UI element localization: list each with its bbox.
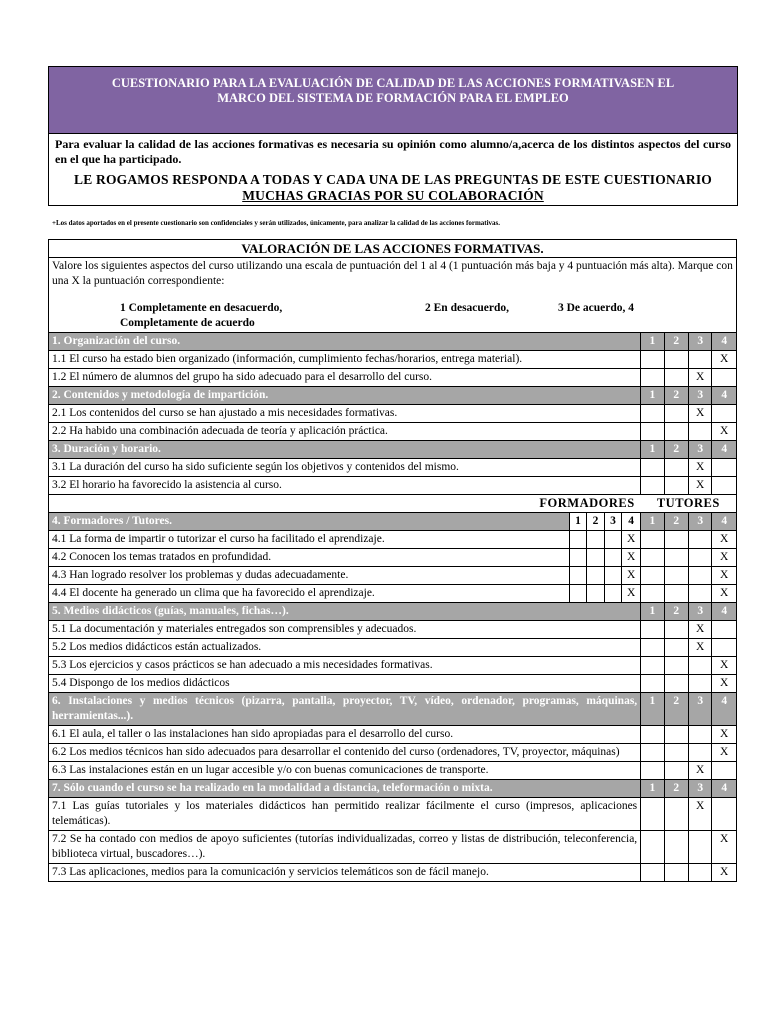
tutores-answer-cell[interactable] — [689, 585, 712, 603]
formadores-label: FORMADORES — [49, 495, 641, 513]
answer-mark[interactable]: X — [689, 762, 712, 780]
question-row — [49, 567, 737, 585]
answer-cell-2[interactable] — [664, 405, 688, 423]
tutores-answer-mark[interactable]: X — [712, 567, 737, 585]
tutores-answer-cell[interactable] — [641, 585, 664, 603]
formadores-answer-mark[interactable]: X — [622, 585, 641, 603]
question-text: 3.1 La duración del curso ha sido suficiente según los objetivos y contenidos del mismo. — [49, 459, 641, 477]
scale-number: 2 — [664, 603, 688, 621]
answer-cell-3[interactable] — [689, 657, 712, 675]
scale-3: 3 De acuerdo, 4 — [558, 302, 635, 314]
tutores-answer-mark[interactable]: X — [712, 585, 737, 603]
section-title: 5. Medios didácticos (guías, manuales, fichas…). — [49, 603, 641, 621]
answer-cell-4[interactable] — [712, 798, 737, 831]
scale-number: 4 — [712, 780, 737, 798]
question-row — [49, 726, 737, 744]
section-header-row — [49, 513, 737, 531]
formadores-answer-mark[interactable]: X — [622, 549, 641, 567]
scale-number: 1 — [641, 693, 664, 726]
answer-mark[interactable]: X — [712, 744, 737, 762]
answer-cell-4[interactable] — [712, 639, 737, 657]
answer-mark[interactable]: X — [689, 459, 712, 477]
answer-cell-2[interactable] — [664, 639, 688, 657]
scale-number: 2 — [664, 441, 688, 459]
answer-cell-2[interactable] — [664, 744, 688, 762]
scale-4: Completamente de acuerdo — [120, 317, 255, 329]
answer-cell-1[interactable] — [641, 675, 664, 693]
question-text: 3.2 El horario ha favorecido la asistencia al curso. — [49, 477, 641, 495]
tutores-answer-cell[interactable] — [664, 531, 688, 549]
answer-cell-1[interactable] — [641, 369, 664, 387]
section-header-row — [49, 333, 737, 351]
answer-cell-1[interactable] — [641, 351, 664, 369]
section-title: 7. Sólo cuando el curso se ha realizado en la modalidad a distancia, teleformación o mixta. — [49, 780, 641, 798]
tutores-scale-number: 3 — [689, 513, 712, 531]
instructions-row — [49, 258, 737, 333]
scale-number: 3 — [689, 387, 712, 405]
answer-cell-4[interactable] — [712, 621, 737, 639]
answer-mark[interactable]: X — [712, 657, 737, 675]
formadores-answer-cell[interactable] — [569, 567, 586, 585]
scale-number: 4 — [712, 441, 737, 459]
question-row — [49, 798, 737, 831]
scale-2: 2 En desacuerdo, — [425, 302, 510, 314]
scale-number: 1 — [641, 780, 664, 798]
formadores-scale-number: 3 — [605, 513, 622, 531]
answer-mark[interactable]: X — [712, 864, 737, 882]
scale-number: 3 — [689, 603, 712, 621]
answer-cell-2[interactable] — [664, 369, 688, 387]
answer-mark[interactable]: X — [712, 675, 737, 693]
section-header-row — [49, 603, 737, 621]
question-text: 5.1 La documentación y materiales entregados son comprensibles y adecuados. — [49, 621, 641, 639]
answer-cell-2[interactable] — [664, 798, 688, 831]
answer-cell-2[interactable] — [664, 351, 688, 369]
tutores-answer-cell[interactable] — [689, 531, 712, 549]
scale-number: 2 — [664, 780, 688, 798]
answer-cell-3[interactable] — [689, 351, 712, 369]
tutores-scale-number: 1 — [641, 513, 664, 531]
formadores-answer-mark[interactable]: X — [622, 567, 641, 585]
question-row — [49, 831, 737, 864]
answer-cell-2[interactable] — [664, 423, 688, 441]
section-title: 4. Formadores / Tutores. — [49, 513, 570, 531]
answer-cell-1[interactable] — [641, 639, 664, 657]
answer-cell-3[interactable] — [689, 675, 712, 693]
answer-cell-1[interactable] — [641, 459, 664, 477]
answer-cell-3[interactable] — [689, 744, 712, 762]
answer-cell-1[interactable] — [641, 657, 664, 675]
scale-number: 4 — [712, 333, 737, 351]
scale-number: 2 — [664, 693, 688, 726]
valoracion-title: VALORACIÓN DE LAS ACCIONES FORMATIVAS. — [49, 240, 737, 258]
answer-cell-1[interactable] — [641, 864, 664, 882]
scale-number: 4 — [712, 603, 737, 621]
question-row — [49, 459, 737, 477]
answer-cell-2[interactable] — [664, 726, 688, 744]
question-row — [49, 477, 737, 495]
answer-cell-4[interactable] — [712, 477, 737, 495]
answer-cell-2[interactable] — [664, 831, 688, 864]
answer-mark[interactable]: X — [689, 639, 712, 657]
scale-number: 3 — [689, 333, 712, 351]
tutores-answer-cell[interactable] — [641, 567, 664, 585]
answer-cell-1[interactable] — [641, 405, 664, 423]
formadores-answer-cell[interactable] — [569, 531, 586, 549]
intro-text: Para evaluar la calidad de las acciones formativas es necesaria su opinión como alumno/a,acerca de los distintos aspectos del curso en el que ha participado. — [55, 137, 731, 166]
formadores-answer-cell[interactable] — [569, 549, 586, 567]
answer-cell-2[interactable] — [664, 621, 688, 639]
section-title: 1. Organización del curso. — [49, 333, 641, 351]
question-text: 7.3 Las aplicaciones, medios para la comunicación y servicios telemáticos son de fácil manejo. — [49, 864, 641, 882]
answer-cell-1[interactable] — [641, 621, 664, 639]
questionnaire-header-box — [48, 66, 738, 206]
answer-mark[interactable]: X — [712, 423, 737, 441]
scale-legend — [52, 301, 733, 331]
tutores-answer-mark[interactable]: X — [712, 531, 737, 549]
question-text: 1.2 El número de alumnos del grupo ha sido adecuado para el desarrollo del curso. — [49, 369, 641, 387]
answer-cell-3[interactable] — [689, 831, 712, 864]
section-title: 6. Instalaciones y medios técnicos (pizarra, pantalla, proyector, TV, vídeo, ordenador, programas, máquinas, herramientas...). — [49, 693, 641, 726]
answer-mark[interactable]: X — [712, 831, 737, 864]
formadores-scale-number: 4 — [622, 513, 641, 531]
answer-cell-3[interactable] — [689, 726, 712, 744]
question-text: 6.2 Los medios técnicos han sido adecuados para desarrollar el contenido del curso (ordenadores, TV, proyector, máquinas) — [49, 744, 641, 762]
scale-number: 1 — [641, 603, 664, 621]
answer-mark[interactable]: X — [712, 351, 737, 369]
question-text: 5.2 Los medios didácticos están actualizados. — [49, 639, 641, 657]
question-text: 7.1 Las guías tutoriales y los materiales didácticos han permitido realizar fácilmente el curso (impresos, aplicaciones telemáticas). — [49, 798, 641, 831]
title-line-1: CUESTIONARIO PARA LA EVALUACIÓN DE CALIDAD DE LAS ACCIONES FORMATIVASEN EL — [111, 76, 675, 90]
formadores-answer-cell[interactable] — [586, 567, 604, 585]
question-row — [49, 405, 737, 423]
scale-number: 3 — [689, 780, 712, 798]
question-row — [49, 864, 737, 882]
thanks-text: MUCHAS GRACIAS POR SU COLABORACIÓN — [242, 188, 544, 203]
scale-number: 4 — [712, 693, 737, 726]
formadores-answer-cell[interactable] — [605, 567, 622, 585]
title-line-2: MARCO DEL SISTEMA DE FORMACIÓN PARA EL EMPLEO — [217, 91, 569, 105]
question-row — [49, 621, 737, 639]
tutores-answer-cell[interactable] — [664, 585, 688, 603]
formadores-answer-cell[interactable] — [605, 531, 622, 549]
scale-number: 3 — [689, 693, 712, 726]
answer-mark[interactable]: X — [689, 369, 712, 387]
answer-mark[interactable]: X — [689, 798, 712, 831]
question-text: 4.3 Han logrado resolver los problemas y dudas adecuadamente. — [49, 567, 570, 585]
section-title: 2. Contenidos y metodología de impartición. — [49, 387, 641, 405]
instructions-text: Valore los siguientes aspectos del curso utilizando una escala de puntuación del 1 al 4 (1 puntuación más baja y 4 puntuación más alta). Marque con una X la puntuación correspondiente: — [52, 260, 733, 287]
question-row — [49, 639, 737, 657]
answer-cell-2[interactable] — [664, 459, 688, 477]
answer-cell-3[interactable] — [689, 864, 712, 882]
question-row — [49, 744, 737, 762]
answer-mark[interactable]: X — [712, 726, 737, 744]
question-row — [49, 657, 737, 675]
answer-cell-4[interactable] — [712, 762, 737, 780]
tutores-answer-cell[interactable] — [689, 567, 712, 585]
formadores-answer-cell[interactable] — [569, 585, 586, 603]
formadores-answer-cell[interactable] — [586, 549, 604, 567]
scale-number: 1 — [641, 333, 664, 351]
formadores-scale-number: 2 — [586, 513, 604, 531]
section-title: 3. Duración y horario. — [49, 441, 641, 459]
scale-number: 2 — [664, 333, 688, 351]
question-text: 6.1 El aula, el taller o las instalaciones han sido apropiadas para el desarrollo del curso. — [49, 726, 641, 744]
tutores-scale-number: 4 — [712, 513, 737, 531]
answer-cell-3[interactable] — [689, 423, 712, 441]
question-text: 6.3 Las instalaciones están en un lugar accesible y/o con buenas comunicaciones de transporte. — [49, 762, 641, 780]
section-header-row — [49, 441, 737, 459]
question-text: 5.4 Dispongo de los medios didácticos — [49, 675, 641, 693]
question-text: 4.2 Conocen los temas tratados en profundidad. — [49, 549, 570, 567]
valoracion-title-row — [49, 240, 737, 258]
question-text: 2.2 Ha habido una combinación adecuada de teoría y aplicación práctica. — [49, 423, 641, 441]
tutores-scale-number: 2 — [664, 513, 688, 531]
question-row — [49, 531, 737, 549]
scale-1: 1 Completamente en desacuerdo, — [120, 302, 283, 314]
question-row — [49, 762, 737, 780]
tutores-answer-cell[interactable] — [689, 549, 712, 567]
answer-cell-2[interactable] — [664, 864, 688, 882]
answer-cell-1[interactable] — [641, 798, 664, 831]
question-text: 5.3 Los ejercicios y casos prácticos se han adecuado a mis necesidades formativas. — [49, 657, 641, 675]
tutores-answer-mark[interactable]: X — [712, 549, 737, 567]
scale-number: 2 — [664, 387, 688, 405]
intro-block — [49, 133, 737, 205]
question-row — [49, 675, 737, 693]
answer-mark[interactable]: X — [689, 477, 712, 495]
rating-table — [48, 239, 737, 882]
formadores-answer-cell[interactable] — [605, 585, 622, 603]
answer-cell-2[interactable] — [664, 657, 688, 675]
answer-cell-4[interactable] — [712, 459, 737, 477]
question-row — [49, 369, 737, 387]
formadores-answer-mark[interactable]: X — [622, 531, 641, 549]
formadores-answer-cell[interactable] — [586, 585, 604, 603]
formadores-answer-cell[interactable] — [586, 531, 604, 549]
tutores-answer-cell[interactable] — [664, 567, 688, 585]
answer-cell-2[interactable] — [664, 762, 688, 780]
questionnaire-title — [49, 67, 737, 133]
answer-cell-1[interactable] — [641, 831, 664, 864]
answer-cell-4[interactable] — [712, 405, 737, 423]
question-row — [49, 351, 737, 369]
scale-number: 4 — [712, 387, 737, 405]
scale-number: 3 — [689, 441, 712, 459]
answer-mark[interactable]: X — [689, 621, 712, 639]
answer-cell-1[interactable] — [641, 477, 664, 495]
scale-number: 1 — [641, 387, 664, 405]
section-header-row — [49, 693, 737, 726]
section-header-row — [49, 387, 737, 405]
scale-number: 1 — [641, 441, 664, 459]
section-header-row — [49, 780, 737, 798]
answer-cell-1[interactable] — [641, 744, 664, 762]
question-row — [49, 585, 737, 603]
question-text: 7.2 Se ha contado con medios de apoyo suficientes (tutorías individualizadas, correo y listas de distribución, teleconferencia, biblioteca virtual, buscadores…). — [49, 831, 641, 864]
formadores-scale-number: 1 — [569, 513, 586, 531]
question-row — [49, 549, 737, 567]
answer-cell-2[interactable] — [664, 675, 688, 693]
tutores-label: TUTORES — [641, 495, 737, 513]
answer-cell-1[interactable] — [641, 762, 664, 780]
answer-cell-4[interactable] — [712, 369, 737, 387]
formadores-tutores-header — [49, 495, 737, 513]
instructions-cell — [49, 258, 737, 333]
formadores-answer-cell[interactable] — [605, 549, 622, 567]
question-text: 4.4 El docente ha generado un clima que ha favorecido el aprendizaje. — [49, 585, 570, 603]
answer-mark[interactable]: X — [689, 405, 712, 423]
answer-cell-2[interactable] — [664, 477, 688, 495]
answer-cell-1[interactable] — [641, 423, 664, 441]
answer-cell-1[interactable] — [641, 726, 664, 744]
question-text: 1.1 El curso ha estado bien organizado (información, cumplimiento fechas/horarios, entrega material). — [49, 351, 641, 369]
tutores-answer-cell[interactable] — [641, 531, 664, 549]
tutores-answer-cell[interactable] — [664, 549, 688, 567]
question-text: 2.1 Los contenidos del curso se han ajustado a mis necesidades formativas. — [49, 405, 641, 423]
request-text: LE ROGAMOS RESPONDA A TODAS Y CADA UNA DE LAS PREGUNTAS DE ESTE CUESTIONARIO — [74, 172, 712, 187]
tutores-answer-cell[interactable] — [641, 549, 664, 567]
question-row — [49, 423, 737, 441]
confidentiality-note: +Los datos aportados en el presente cuestionario son confidenciales y serán utilizados, únicamente, para analizar la calidad de las acciones formativas. — [52, 219, 501, 227]
question-text: 4.1 La forma de impartir o tutorizar el curso ha facilitado el aprendizaje. — [49, 531, 570, 549]
